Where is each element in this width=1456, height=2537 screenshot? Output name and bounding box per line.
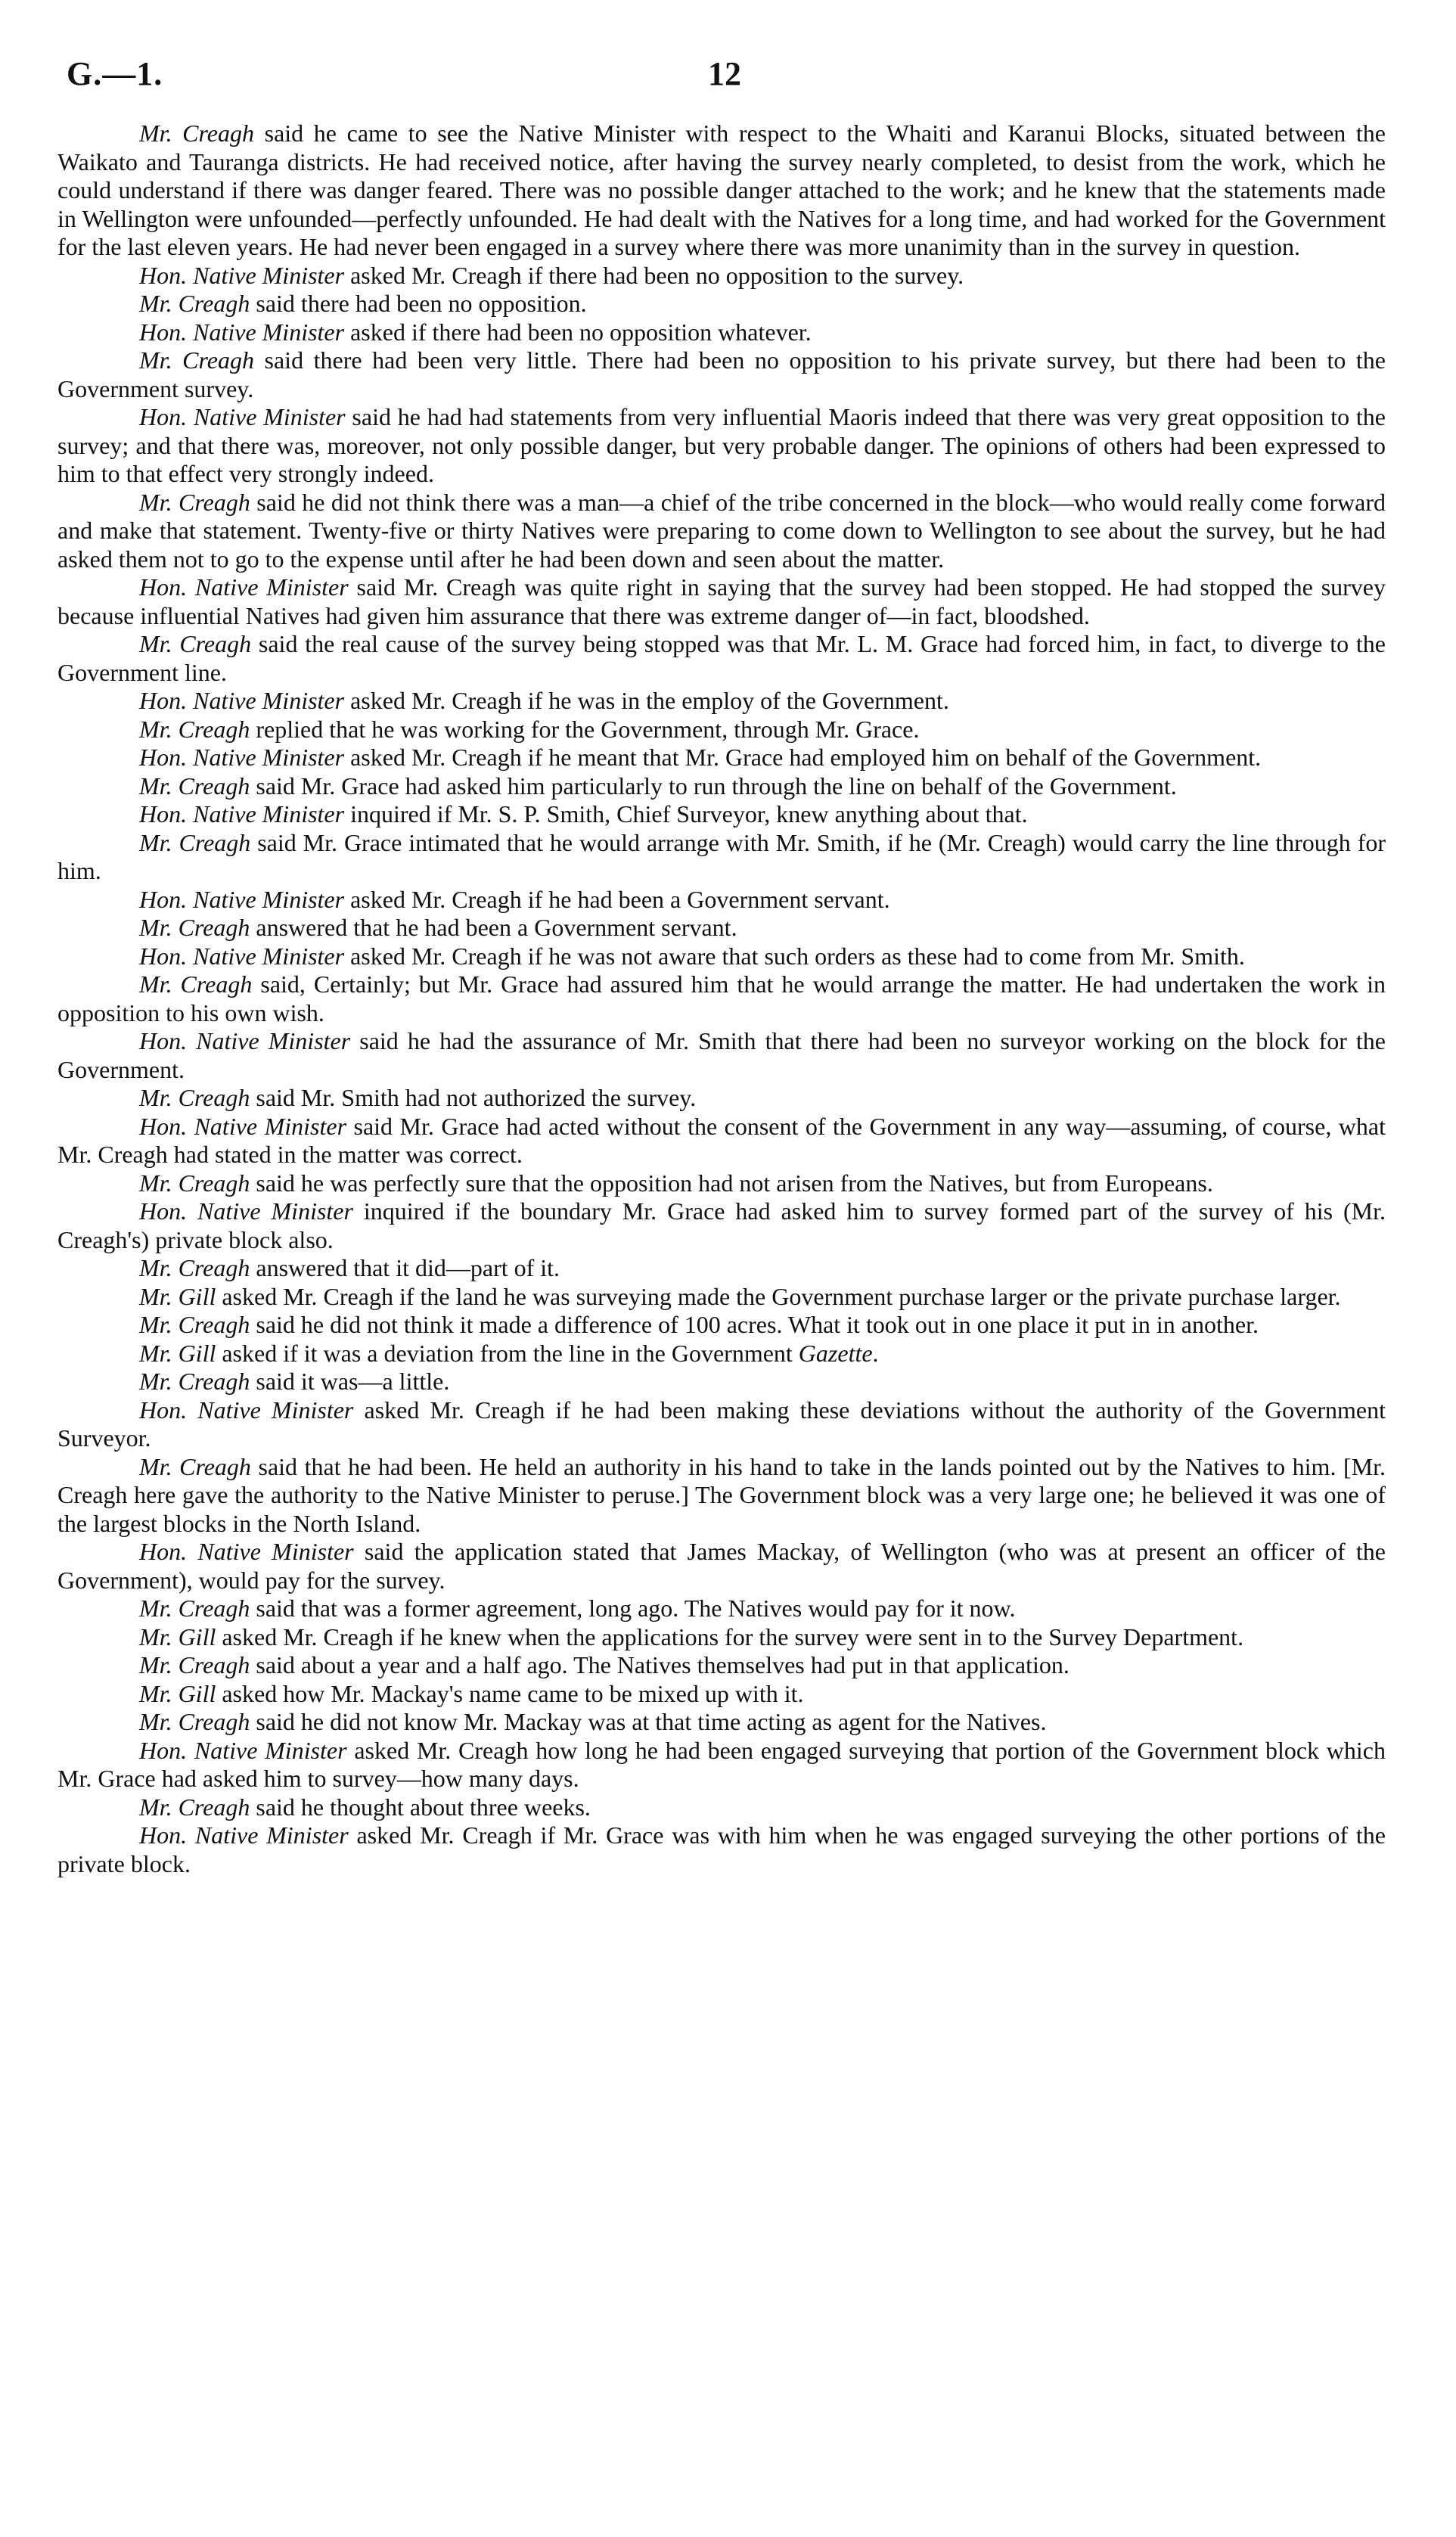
speech-text: said the real cause of the survey being stopped was that Mr. L. M. Grace had forced him, in fact, to diverge to the Government line. xyxy=(57,630,1386,686)
speaker-name: Mr. Creagh xyxy=(139,290,250,317)
speech-text: said Mr. Smith had not authorized the survey. xyxy=(250,1084,697,1111)
speech-paragraph xyxy=(57,716,1386,744)
speech-text: answered that he had been a Government servant. xyxy=(250,914,737,941)
speech-paragraph xyxy=(57,687,1386,716)
speaker-name: Hon. Native Minister xyxy=(139,261,345,289)
speech-text: said there had been no opposition. xyxy=(250,290,587,317)
speech-paragraph xyxy=(57,346,1386,403)
speech-paragraph xyxy=(57,318,1386,347)
speaker-name: Mr. Creagh xyxy=(139,1708,250,1735)
speaker-name: Mr. Creagh xyxy=(139,1169,250,1197)
speaker-name: Mr. Creagh xyxy=(139,970,253,998)
speech-paragraph xyxy=(57,1396,1386,1453)
speech-text: said he did not think it made a difference of 100 acres. What it took out in one place it put in in another. xyxy=(250,1311,1259,1338)
speaker-name: Mr. Creagh xyxy=(139,488,250,516)
speech-paragraph xyxy=(57,290,1386,318)
speech-paragraph xyxy=(57,1453,1386,1539)
speech-text: said he thought about three weeks. xyxy=(250,1793,591,1821)
speech-text: asked Mr. Creagh if the land he was surveying made the Government purchase larger or the private purchase larger. xyxy=(216,1282,1341,1310)
speech-paragraph xyxy=(57,970,1386,1027)
speaker-name: Mr. Creagh xyxy=(139,1254,250,1281)
speech-paragraph xyxy=(57,744,1386,772)
speech-text: said it was—a little. xyxy=(250,1368,450,1395)
speaker-name: Mr. Creagh xyxy=(139,1368,250,1395)
speaker-name: Hon. Native Minister xyxy=(139,744,345,771)
speaker-name: Mr. Creagh xyxy=(139,1452,251,1480)
speaker-name: Mr. Creagh xyxy=(139,120,254,147)
speaker-name: Hon. Native Minister xyxy=(139,1197,353,1225)
speaker-name: Mr. Gill xyxy=(139,1339,216,1367)
speech-text: said he did not think there was a man—a chief of the tribe concerned in the block—who would really come forward and make that statement. Twenty-five or thirty Natives were preparing to come down to Wellington to see about the survey, but he had asked them not to go to the expense until after he had been down and seen about the matter. xyxy=(57,488,1386,573)
speaker-name: Mr. Creagh xyxy=(139,715,250,743)
speech-paragraph xyxy=(57,1538,1386,1595)
speech-paragraph xyxy=(57,262,1386,290)
speech-paragraph xyxy=(57,1283,1386,1312)
speech-text: said about a year and a half ago. The Natives themselves had put in that application. xyxy=(250,1651,1069,1678)
speaker-name: Hon. Native Minister xyxy=(139,1112,347,1140)
speaker-name: Hon. Native Minister xyxy=(139,1027,351,1054)
speech-text: replied that he was working for the Government, through Mr. Grace. xyxy=(250,715,920,743)
document-body xyxy=(57,120,1386,1878)
speech-paragraph xyxy=(57,1340,1386,1368)
speech-text: said Mr. Grace had acted without the consent of the Government in any way—assuming, of course, what Mr. Creagh had stated in the matter was correct. xyxy=(57,1112,1386,1168)
speech-text: asked Mr. Creagh how long he had been engaged surveying that portion of the Government block which Mr. Grace had asked him to survey—how many days. xyxy=(57,1736,1386,1792)
speaker-name: Hon. Native Minister xyxy=(139,1736,347,1764)
speech-text: said he did not know Mr. Mackay was at that time acting as agent for the Natives. xyxy=(250,1708,1047,1735)
speaker-name: Hon. Native Minister xyxy=(139,1396,354,1424)
speech-paragraph xyxy=(57,1027,1386,1084)
speech-text: said he had had statements from very influential Maoris indeed that there was very great opposition to the survey; and that there was, moreover, not only possible danger, but very probable danger. The opinions of others had been expressed to him to that effect very strongly indeed. xyxy=(57,403,1386,487)
speech-paragraph xyxy=(57,573,1386,630)
speech-text: said Mr. Grace intimated that he would arrange with Mr. Smith, if he (Mr. Creagh) would carry the line through for him. xyxy=(57,828,1386,884)
page-header xyxy=(67,54,1383,100)
speaker-name: Mr. Gill xyxy=(139,1622,216,1650)
speech-paragraph xyxy=(57,1254,1386,1283)
speaker-name: Hon. Native Minister xyxy=(139,318,345,346)
speech-paragraph xyxy=(57,800,1386,829)
speech-paragraph xyxy=(57,1793,1386,1822)
speaker-name: Mr. Creagh xyxy=(139,1651,250,1678)
speech-text: said the application stated that James Mackay, of Wellington (who was at present an officer of the Government), would pay for the survey. xyxy=(57,1538,1386,1594)
speech-paragraph xyxy=(57,1368,1386,1396)
speaker-name: Mr. Creagh xyxy=(139,346,254,374)
speech-paragraph xyxy=(57,1169,1386,1198)
speaker-name: Hon. Native Minister xyxy=(139,1538,354,1565)
speech-paragraph xyxy=(57,829,1386,886)
speech-paragraph xyxy=(57,1623,1386,1652)
speaker-name: Hon. Native Minister xyxy=(139,573,349,601)
speech-text: asked Mr. Creagh if there had been no opposition to the survey. xyxy=(344,261,964,289)
speech-text: said that he had been. He held an authority in his hand to take in the lands pointed out by the Natives to him. [Mr. Creagh here gave the authority to the Native Minister to peruse.] The Government block was a very large one; he believed it was one of the largest blocks in the North Island. xyxy=(57,1452,1386,1537)
speech-text: said there had been very little. There had been no opposition to his private survey, but there had been to the Government survey. xyxy=(57,346,1386,402)
speaker-name: Hon. Native Minister xyxy=(139,687,345,714)
speech-text: asked if it was a deviation from the line in the Government xyxy=(216,1339,799,1367)
speech-paragraph xyxy=(57,1113,1386,1169)
speaker-name: Mr. Creagh xyxy=(139,828,251,856)
speech-text: asked Mr. Creagh if he was in the employ of the Government. xyxy=(344,687,949,714)
speaker-name: Mr. Creagh xyxy=(139,1311,250,1338)
speech-paragraph xyxy=(57,1197,1386,1254)
speech-text: said Mr. Creagh was quite right in saying that the survey had been stopped. He had stopped the survey because influential Natives had given him assurance that there was extreme danger of—in fact, bloodshed. xyxy=(57,573,1386,629)
speech-text: said Mr. Grace had asked him particularly to run through the line on behalf of the Government. xyxy=(250,772,1177,800)
speech-text: asked how Mr. Mackay's name came to be mixed up with it. xyxy=(216,1679,804,1707)
speaker-name: Hon. Native Minister xyxy=(139,800,345,828)
speech-text: said, Certainly; but Mr. Grace had assured him that he would arrange the matter. He had undertaken the work in opposition to his own wish. xyxy=(57,970,1386,1026)
paper-reference: G.—1. xyxy=(67,55,163,92)
speech-text: asked Mr. Creagh if he had been a Government servant. xyxy=(344,885,890,913)
speech-paragraph xyxy=(57,1680,1386,1709)
speech-text: asked Mr. Creagh if he had been making these deviations without the authority of the Government Surveyor. xyxy=(57,1396,1386,1452)
speech-text: inquired if Mr. S. P. Smith, Chief Surveyor, knew anything about that. xyxy=(344,800,1028,828)
italic-term: Gazette xyxy=(798,1339,873,1367)
speech-text: asked if there had been no opposition whatever. xyxy=(344,318,812,346)
speech-text: answered that it did—part of it. xyxy=(250,1254,560,1281)
page-number: 12 xyxy=(708,55,741,92)
speaker-name: Mr. Creagh xyxy=(139,1793,250,1821)
speaker-name: Hon. Native Minister xyxy=(139,942,345,970)
speaker-name: Mr. Creagh xyxy=(139,1595,250,1622)
speech-text: asked Mr. Creagh if Mr. Grace was with him when he was engaged surveying the other portions of the private block. xyxy=(57,1821,1386,1877)
speaker-name: Hon. Native Minister xyxy=(139,1821,349,1849)
speech-text: said he came to see the Native Minister with respect to the Whaiti and Karanui Blocks, situated between the Waikato and Tauranga districts. He had received notice, after having the survey nearly completed, to desist from the work, which he could understand if there was danger feared. There was no possible danger attached to the work; and he knew that the statements made in Wellington were unfounded—perfectly unfounded. He had dealt with the Natives for a long time, and had worked for the Government for the last eleven years. He had never been engaged in a survey where there was more unanimity than in the survey in question. xyxy=(57,120,1386,260)
speech-paragraph xyxy=(57,1084,1386,1113)
speaker-name: Mr. Gill xyxy=(139,1282,216,1310)
speech-paragraph xyxy=(57,1595,1386,1623)
speech-paragraph xyxy=(57,1737,1386,1793)
speech-paragraph xyxy=(57,772,1386,801)
speech-paragraph xyxy=(57,630,1386,687)
speaker-name: Mr. Creagh xyxy=(139,914,250,941)
speech-paragraph xyxy=(57,120,1386,262)
speech-paragraph xyxy=(57,1651,1386,1680)
speaker-name: Hon. Native Minister xyxy=(139,403,346,430)
speech-text: asked Mr. Creagh if he knew when the applications for the survey were sent in to the Survey Department. xyxy=(216,1622,1244,1650)
speaker-name: Hon. Native Minister xyxy=(139,885,345,913)
speech-text: asked Mr. Creagh if he was not aware that such orders as these had to come from Mr. Smith. xyxy=(344,942,1245,970)
speech-paragraph xyxy=(57,1821,1386,1878)
speech-paragraph xyxy=(57,914,1386,942)
speech-paragraph xyxy=(57,403,1386,489)
speech-paragraph xyxy=(57,1311,1386,1340)
speech-paragraph xyxy=(57,942,1386,971)
speech-text: inquired if the boundary Mr. Grace had asked him to survey formed part of the survey of his (Mr. Creagh's) private block also. xyxy=(57,1197,1386,1253)
speech-text: said he was perfectly sure that the opposition had not arisen from the Natives, but from Europeans. xyxy=(250,1169,1213,1197)
speaker-name: Mr. Creagh xyxy=(139,630,252,657)
speech-text: said he had the assurance of Mr. Smith that there had been no surveyor working on the block for the Government. xyxy=(57,1027,1386,1083)
speech-text: said that was a former agreement, long ago. The Natives would pay for it now. xyxy=(250,1595,1016,1622)
speech-paragraph xyxy=(57,1708,1386,1737)
speech-text-tail: . xyxy=(872,1339,879,1367)
speaker-name: Mr. Creagh xyxy=(139,1084,250,1111)
speaker-name: Mr. Gill xyxy=(139,1679,216,1707)
speech-paragraph xyxy=(57,886,1386,914)
speaker-name: Mr. Creagh xyxy=(139,772,250,800)
speech-text: asked Mr. Creagh if he meant that Mr. Grace had employed him on behalf of the Government. xyxy=(344,744,1262,771)
speech-paragraph xyxy=(57,489,1386,574)
